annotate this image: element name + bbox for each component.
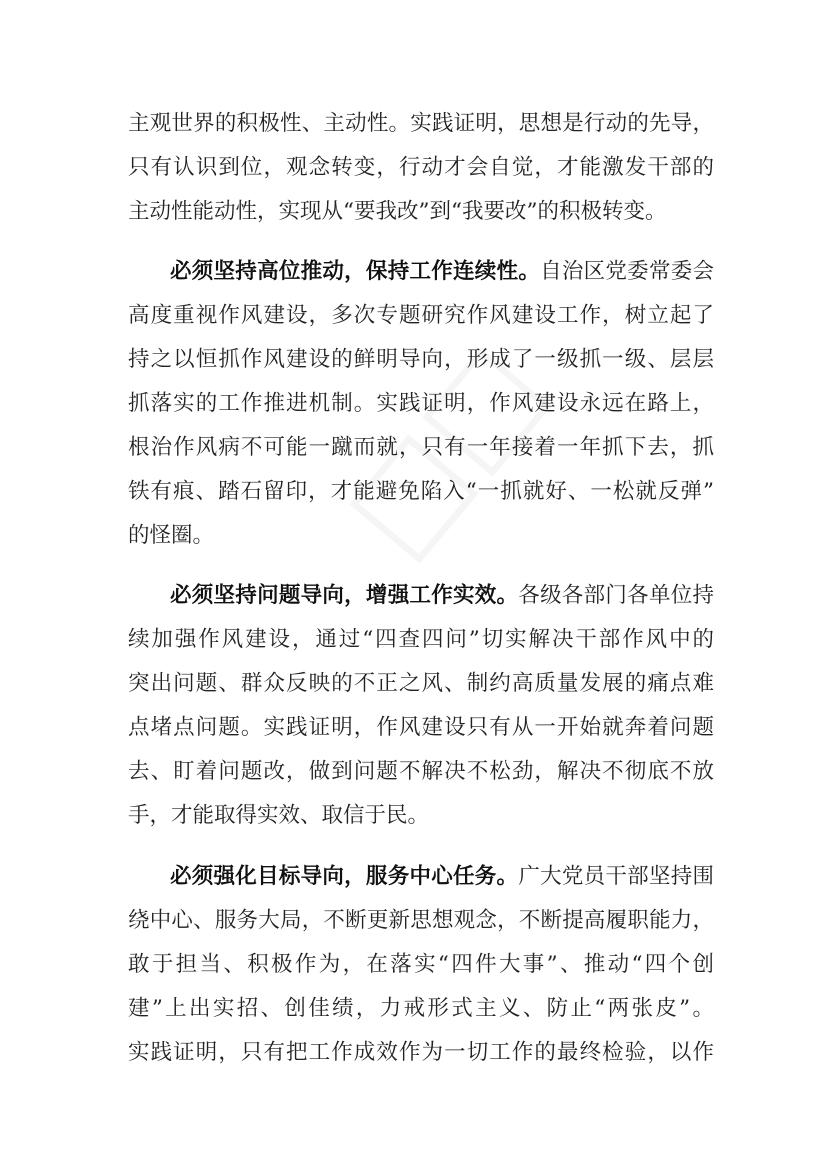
paragraph-line bbox=[128, 521, 714, 551]
paragraph-line bbox=[128, 433, 714, 463]
paragraph-text: 自治区党委常委会 bbox=[540, 259, 714, 284]
paragraph-text: 主动性能动性，实现从“要我改”到“我要改”的积极转变。 bbox=[128, 199, 667, 224]
paragraph-text: 高度重视作风建设，多次专题研究作风建设工作，树立起了 bbox=[128, 303, 714, 328]
paragraph-text: 广大党员干部坚持围 bbox=[518, 864, 714, 889]
paragraph-lead: 必须坚持高位推动，保持工作连续性。 bbox=[170, 259, 541, 284]
paragraph-text: 持之以恒抓作风建设的鲜明导向，形成了一级抓一级、层层 bbox=[128, 347, 714, 372]
paragraph-line bbox=[128, 950, 714, 980]
paragraph-line bbox=[128, 994, 714, 1024]
paragraph-line bbox=[170, 862, 714, 892]
paragraph-lead: 必须强化目标导向，服务中心任务。 bbox=[170, 864, 519, 889]
paragraph-line bbox=[128, 757, 714, 787]
paragraph-text: 根治作风病不可能一蹴而就，只有一年接着一年抓下去，抓 bbox=[128, 435, 714, 460]
paragraph-line bbox=[128, 477, 714, 507]
paragraph-line bbox=[128, 389, 714, 419]
paragraph-line bbox=[128, 801, 714, 831]
paragraph-line bbox=[128, 301, 714, 331]
paragraph-line bbox=[128, 713, 714, 743]
paragraph-text: 抓落实的工作推进机制。实践证明，作风建设永远在路上， bbox=[128, 391, 714, 416]
paragraph-line bbox=[128, 669, 714, 699]
paragraph-text: 突出问题、群众反映的不正之风、制约高质量发展的痛点难 bbox=[128, 671, 714, 696]
paragraph-text: 各级各部门各单位持 bbox=[518, 583, 714, 608]
paragraph-text: 去、盯着问题改，做到问题不解决不松劲，解决不彻底不放 bbox=[128, 759, 714, 784]
paragraph-text: 主观世界的积极性、主动性。实践证明，思想是行动的先导， bbox=[128, 111, 714, 136]
paragraph-line bbox=[128, 1038, 714, 1068]
paragraph-line bbox=[170, 581, 714, 611]
paragraph-line bbox=[128, 345, 714, 375]
paragraph-text: 实践证明，只有把工作成效作为一切工作的最终检验，以作 bbox=[128, 1040, 714, 1065]
paragraph-text: 绕中心、服务大局，不断更新思想观念，不断提高履职能力， bbox=[128, 908, 714, 933]
paragraph-line bbox=[128, 906, 714, 936]
paragraph-line bbox=[128, 625, 714, 655]
paragraph-text: 的怪圈。 bbox=[128, 523, 215, 548]
paragraph-text: 手，才能取得实效、取信于民。 bbox=[128, 803, 430, 828]
paragraph-text: 铁有痕、踏石留印，才能避免陷入“一抓就好、一松就反弹” bbox=[128, 479, 714, 504]
paragraph-line bbox=[128, 153, 714, 183]
paragraph-text: 只有认识到位，观念转变，行动才会自觉，才能激发干部的 bbox=[128, 155, 714, 180]
paragraph-text: 敢于担当、积极作为，在落实“四件大事”、推动“四个创 bbox=[128, 952, 714, 977]
paragraph-line bbox=[128, 197, 714, 227]
paragraph-lead: 必须坚持问题导向，增强工作实效。 bbox=[170, 583, 519, 608]
paragraph-text: 点堵点问题。实践证明，作风建设只有从一开始就奔着问题 bbox=[128, 715, 714, 740]
paragraph-line bbox=[170, 257, 714, 287]
paragraph-text: 续加强作风建设，通过“四查四问”切实解决干部作风中的 bbox=[128, 627, 714, 652]
paragraph-text: 建”上出实招、创佳绩，力戒形式主义、防止“两张皮”。 bbox=[128, 996, 714, 1021]
paragraph-line bbox=[128, 109, 714, 139]
